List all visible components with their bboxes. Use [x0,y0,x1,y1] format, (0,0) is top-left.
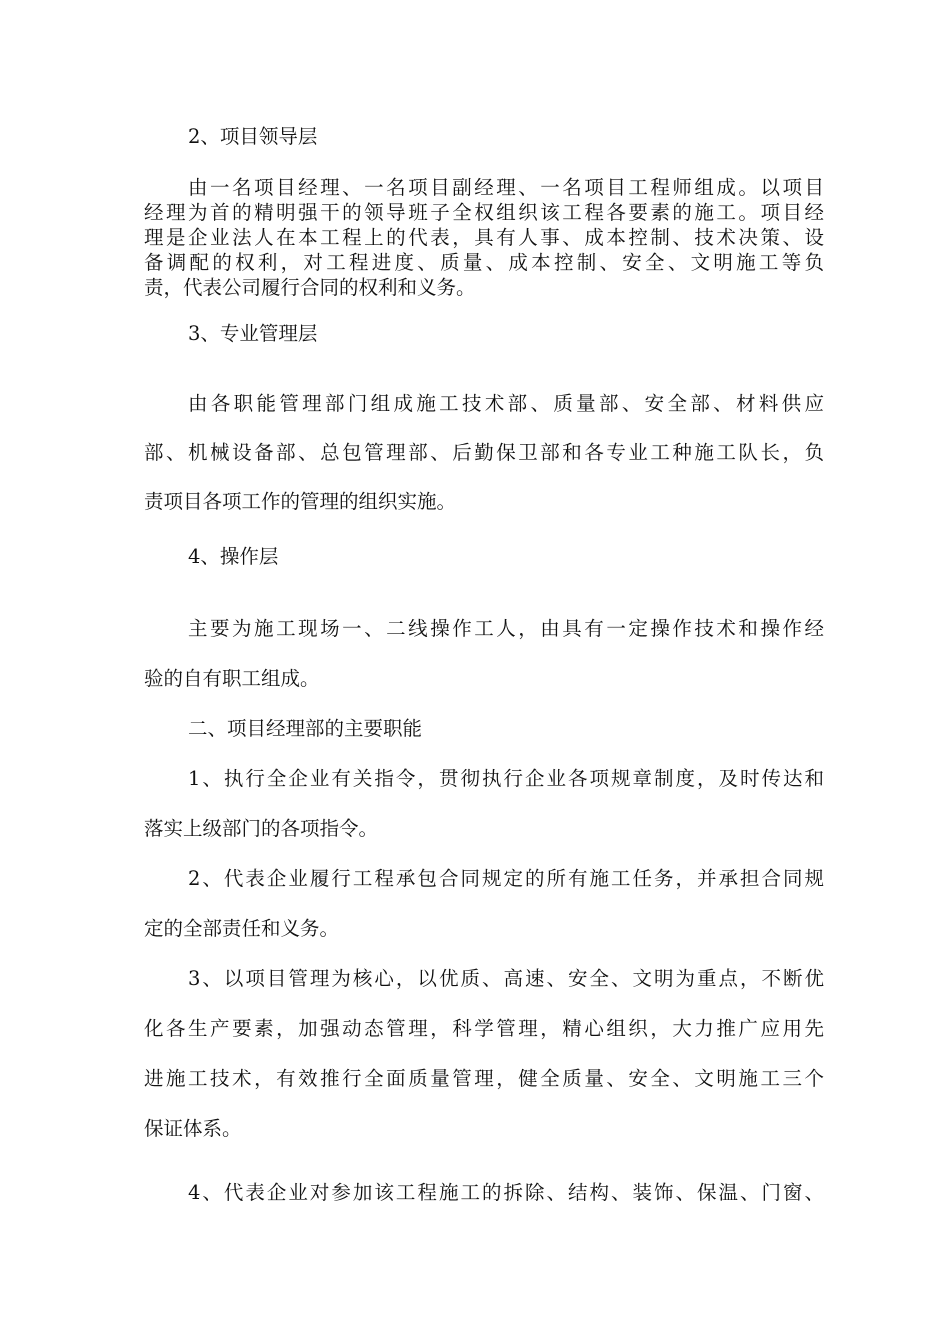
function-1-line: 1、执行全企业有关指令，贯彻执行企业各项规章制度，及时传达和 [188,767,824,790]
function-4-line: 4、代表企业对参加该工程施工的拆除、结构、装饰、保温、门窗、 [188,1181,824,1204]
professional-paragraph-line: 责项目各项工作的管理的组织实施。 [144,490,457,513]
operation-paragraph-line: 验的自有职工组成。 [144,667,320,690]
professional-paragraph-line: 部、机械设备部、总包管理部、后勤保卫部和各专业工种施工队长，负 [144,441,824,464]
section-heading-functions: 二、项目经理部的主要职能 [188,717,423,740]
function-3-line: 保证体系。 [144,1117,242,1140]
function-2-line: 定的全部责任和义务。 [144,917,340,940]
leadership-paragraph-line: 经理为首的精明强干的领导班子全权组织该工程各要素的施工。项目经 [144,201,824,224]
function-3-line: 进施工技术，有效推行全面质量管理，健全质量、安全、文明施工三个 [144,1067,824,1090]
leadership-paragraph-line: 理是企业法人在本工程上的代表，具有人事、成本控制、技术决策、设 [144,226,824,249]
leadership-paragraph-line: 备调配的权利，对工程进度、质量、成本控制、安全、文明施工等负 [144,251,824,274]
leadership-paragraph-line: 责，代表公司履行合同的权利和义务。 [144,276,476,299]
leadership-paragraph-line: 由一名项目经理、一名项目副经理、一名项目工程师组成。以项目 [188,176,824,199]
function-3-line: 3、以项目管理为核心，以优质、高速、安全、文明为重点，不断优 [188,967,824,990]
section-heading-operation: 4、操作层 [188,545,279,568]
function-3-line: 化各生产要素，加强动态管理，科学管理，精心组织，大力推广应用先 [144,1017,824,1040]
function-1-line: 落实上级部门的各项指令。 [144,817,379,840]
section-heading-leadership: 2、项目领导层 [188,125,318,148]
operation-paragraph-line: 主要为施工现场一、二线操作工人，由具有一定操作技术和操作经 [188,617,824,640]
professional-paragraph-line: 由各职能管理部门组成施工技术部、质量部、安全部、材料供应 [188,392,824,415]
function-2-line: 2、代表企业履行工程承包合同规定的所有施工任务，并承担合同规 [188,867,824,890]
section-heading-professional: 3、专业管理层 [188,322,318,345]
